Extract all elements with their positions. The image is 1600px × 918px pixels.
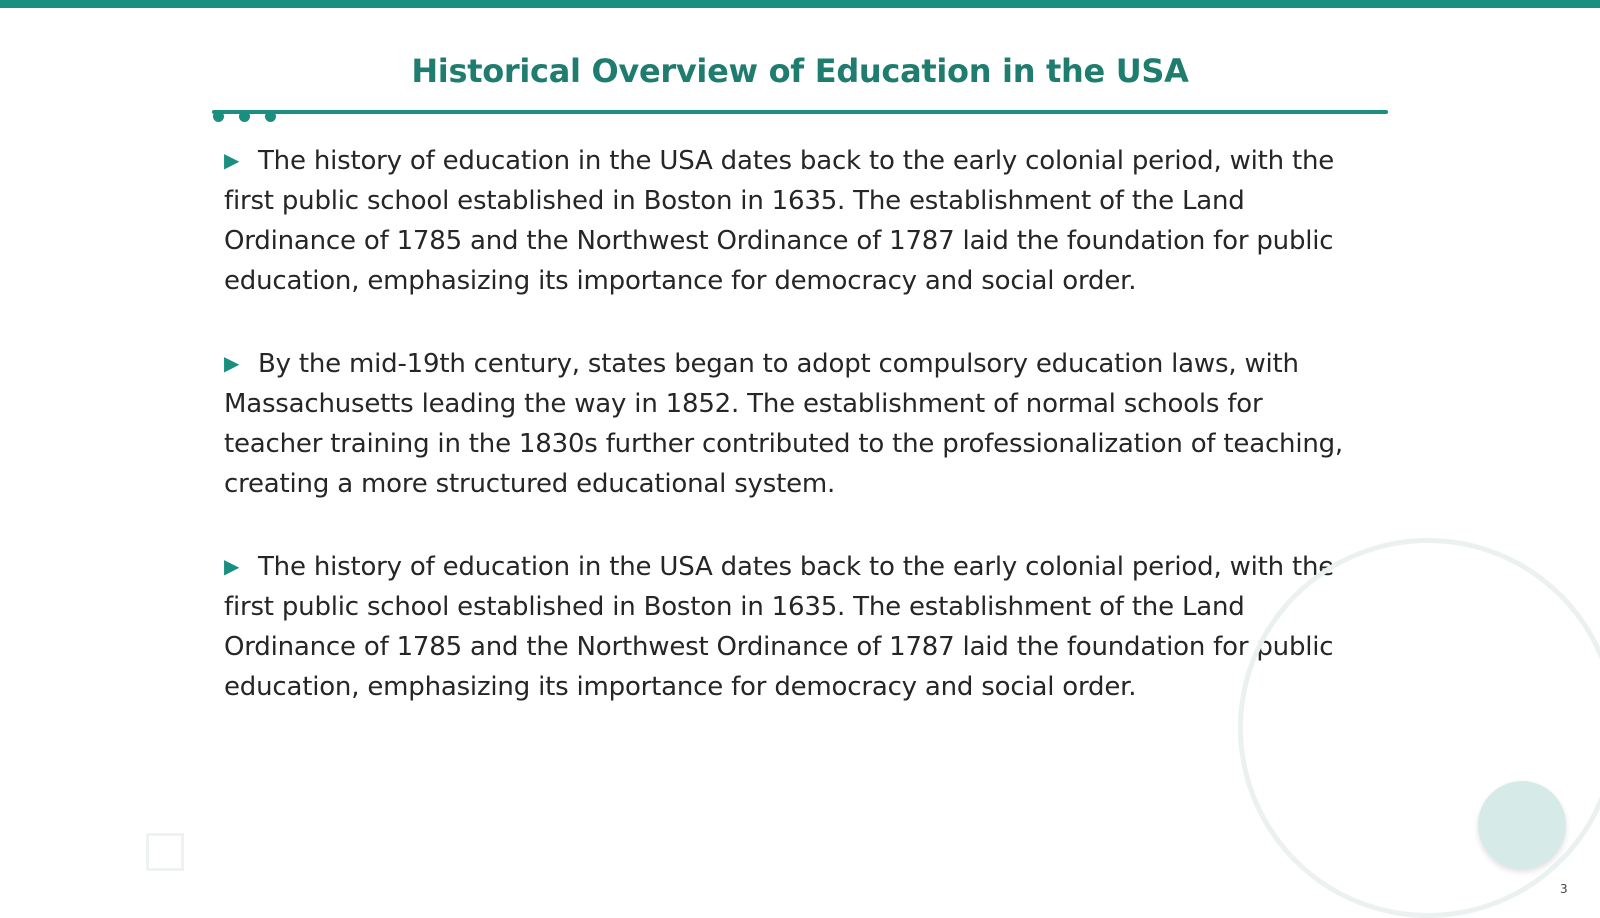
slide-title: Historical Overview of Education in the USA <box>411 52 1189 90</box>
decor-dot <box>239 111 250 122</box>
bullet-arrow-icon: ▶ <box>224 148 240 172</box>
bullet-arrow-icon: ▶ <box>224 554 240 578</box>
page-number: 3 <box>1560 882 1568 896</box>
bullet-text: The history of education in the USA dates back to the early colonial period, with the first public school established in Boston in 1635. The establishment of the Land Ordinance of 1785 and the Northwest Ordinance of 1787 laid the foundation for public education, emphasizing its importance for democracy and social order. <box>224 552 1335 702</box>
bullet-text: By the mid-19th century, states began to adopt compulsory education laws, with Massachusetts leading the way in 1852. The establishment of normal schools for teacher training in the 1830s further contributed to the professionalization of teaching, creating a more structured educational system. <box>224 349 1343 499</box>
bullet-item <box>224 343 1364 504</box>
decor-circle <box>1478 781 1566 869</box>
decor-dot <box>213 111 224 122</box>
bullet-list <box>224 140 1364 749</box>
bullet-item <box>224 140 1364 301</box>
bullet-text: The history of education in the USA dates back to the early colonial period, with the first public school established in Boston in 1635. The establishment of the Land Ordinance of 1785 and the Northwest Ordinance of 1787 laid the foundation for public education, emphasizing its importance for democracy and social order. <box>224 146 1335 296</box>
decor-dot <box>265 111 276 122</box>
top-accent-bar <box>0 0 1600 8</box>
title-underline <box>212 110 1388 114</box>
bullet-item <box>224 546 1364 707</box>
decor-square <box>146 833 184 871</box>
bullet-arrow-icon: ▶ <box>224 351 240 375</box>
